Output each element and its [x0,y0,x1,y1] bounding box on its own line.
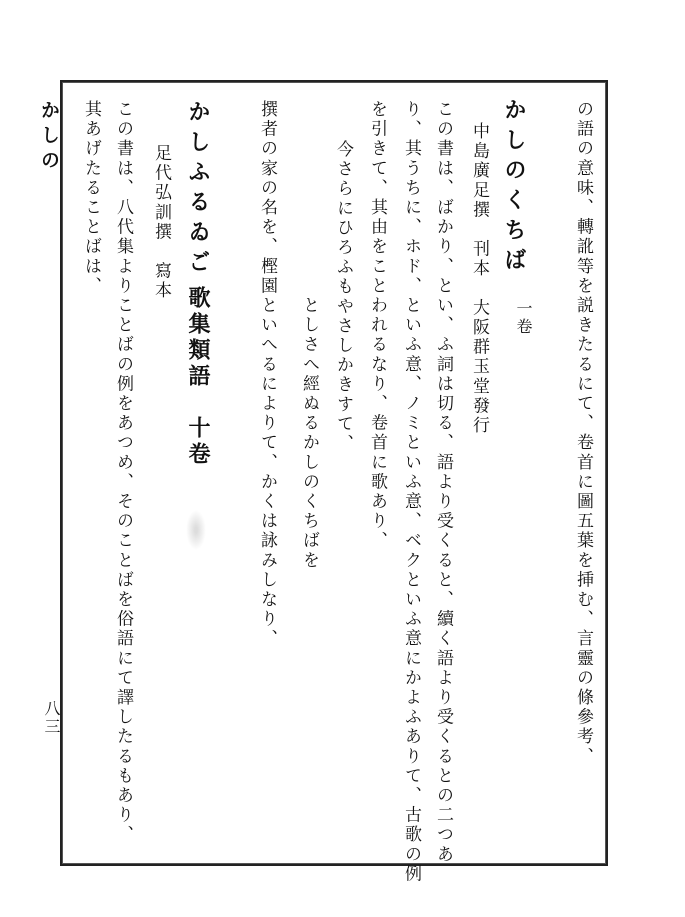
text-column-9: この書は、八代集よりことばの例をあつめ、そのことばを俗語にて譯したるもあり、 [113,100,133,845]
text-column-5: を引きて、其由をことわれるなり、卷首に歌あり、 [367,100,387,551]
text-column-1: の語の意味、轉訛等を説きたるにて、卷首に圖五葉を挿む、言靈の條參考、 [573,100,593,767]
text-column-7: 撰者の家の名を、樫園といへるによりて、かくは詠みしなり、 [257,100,277,649]
text-column-3: この書は、ばかり、とい、ふ詞は切る、語より受くると、續く語より受くるとの二つあ [433,100,453,865]
text-column-4: り、其うちに、ホド、といふ意、ノミといふ意、ベクといふ意にかよふありて、古歌の例 [401,100,421,884]
poem-line-1: 今さらにひろふもやさしかきすて、 [333,140,353,454]
entry-author-publisher: 中島廣足撰 刊本 大阪群玉堂發行 [469,122,489,436]
print-smudge [186,510,206,550]
text-column-10: 其あげたることばは、 [81,100,101,296]
running-head: かしの [38,100,60,175]
page-number: 八三 [42,700,61,736]
entry-title-kashuruigo: 歌集類語 十卷 [185,286,210,468]
entry-volume-count: 一卷 [514,300,533,336]
entry-author-manuscript: 足代弘訓撰 寫本 [151,144,171,301]
entry-title-kashifuruigo: かしふるゐご [185,100,210,280]
poem-line-2: としさへ經ぬるかしのくちばを [299,296,319,571]
entry-title-kashinokuchiba: かしのくちば [501,98,526,278]
